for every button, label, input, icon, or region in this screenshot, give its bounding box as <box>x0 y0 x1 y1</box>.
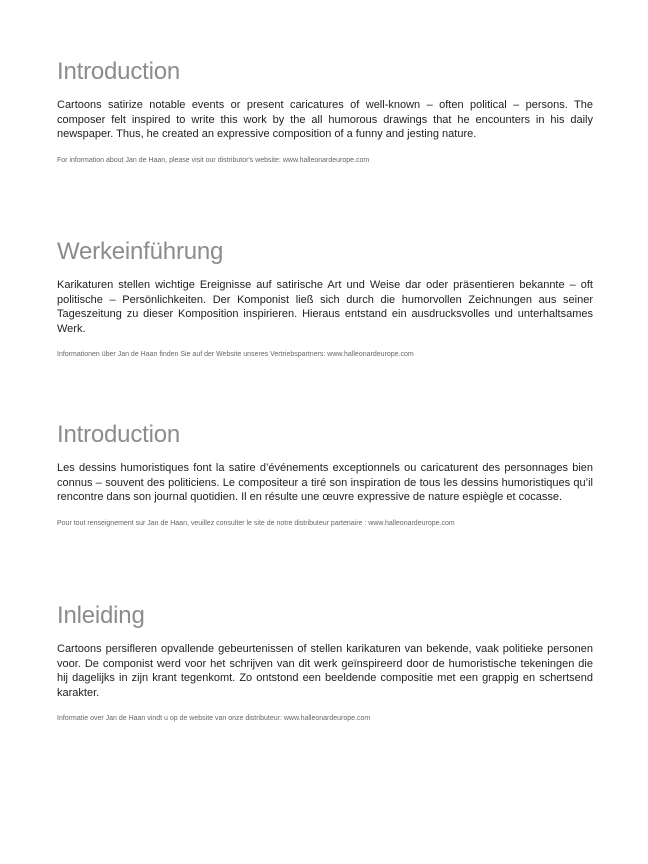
section-body: Karikaturen stellen wichtige Ereignisse auf satirische Art und Weise dar oder präsentieren bekannte – oft politische – Persönlichkeiten. Der Komponist ließ sich durch die humorvollen Zeichnungen aus seiner Tageszeitung zu dieser Komposition inspirieren. Hieraus entstand ein ausdrucksvolles und unterhaltsames Werk. <box>57 279 593 335</box>
section-heading: Inleiding <box>57 602 145 629</box>
section-english <box>57 58 593 165</box>
section-heading: Werkeinführung <box>57 238 224 265</box>
section-body: Cartoons satirize notable events or present caricatures of well-known – often political – persons. The composer felt inspired to write this work by the all humorous drawings that he encounters in his daily newspaper. Thus, he created an expressive composition of a funny and jesting nature. <box>57 99 593 140</box>
section-dutch <box>57 602 593 723</box>
distributor-info: Pour tout renseignement sur Jan de Haan, veuillez consulter le site de notre distributeur partenaire : www.halleonardeurope.com <box>57 519 455 527</box>
distributor-info: Informatie over Jan de Haan vindt u op de website van onze distributeur: www.halleonardeurope.com <box>57 715 371 722</box>
section-heading: Introduction <box>57 421 181 448</box>
distributor-info: Informationen über Jan de Haan finden Sie auf der Website unseres Vertriebspartners: www.halleonardeurope.com <box>57 351 414 358</box>
section-body: Cartoons persifleren opvallende gebeurtenissen of stellen karikaturen van bekende, vaak politieke personen voor. De componist werd voor het schrijven van dit werk geïnspireerd door de humoristische tekeningen die hij dagelijks in zijn krant tegenkomt. Zo ontstond een beeldende compositie met een grappig en schertsend karakter. <box>57 643 593 699</box>
section-body: Les dessins humoristiques font la satire d’événements exceptionnels ou caricaturent des personnages bien connus – souvent des politiciens. Le compositeur a tiré son inspiration de tous les dessins humoristiques qu’il rencontre dans son journal quotidien. Il en résulte une œuvre expressive de nature espiègle et cocasse. <box>57 462 593 503</box>
section-heading: Introduction <box>57 58 181 85</box>
section-french <box>57 421 593 528</box>
distributor-info: For information about Jan de Haan, please visit our distributor's website: www.halleonardeurope.com <box>57 156 370 164</box>
section-german <box>57 238 593 359</box>
